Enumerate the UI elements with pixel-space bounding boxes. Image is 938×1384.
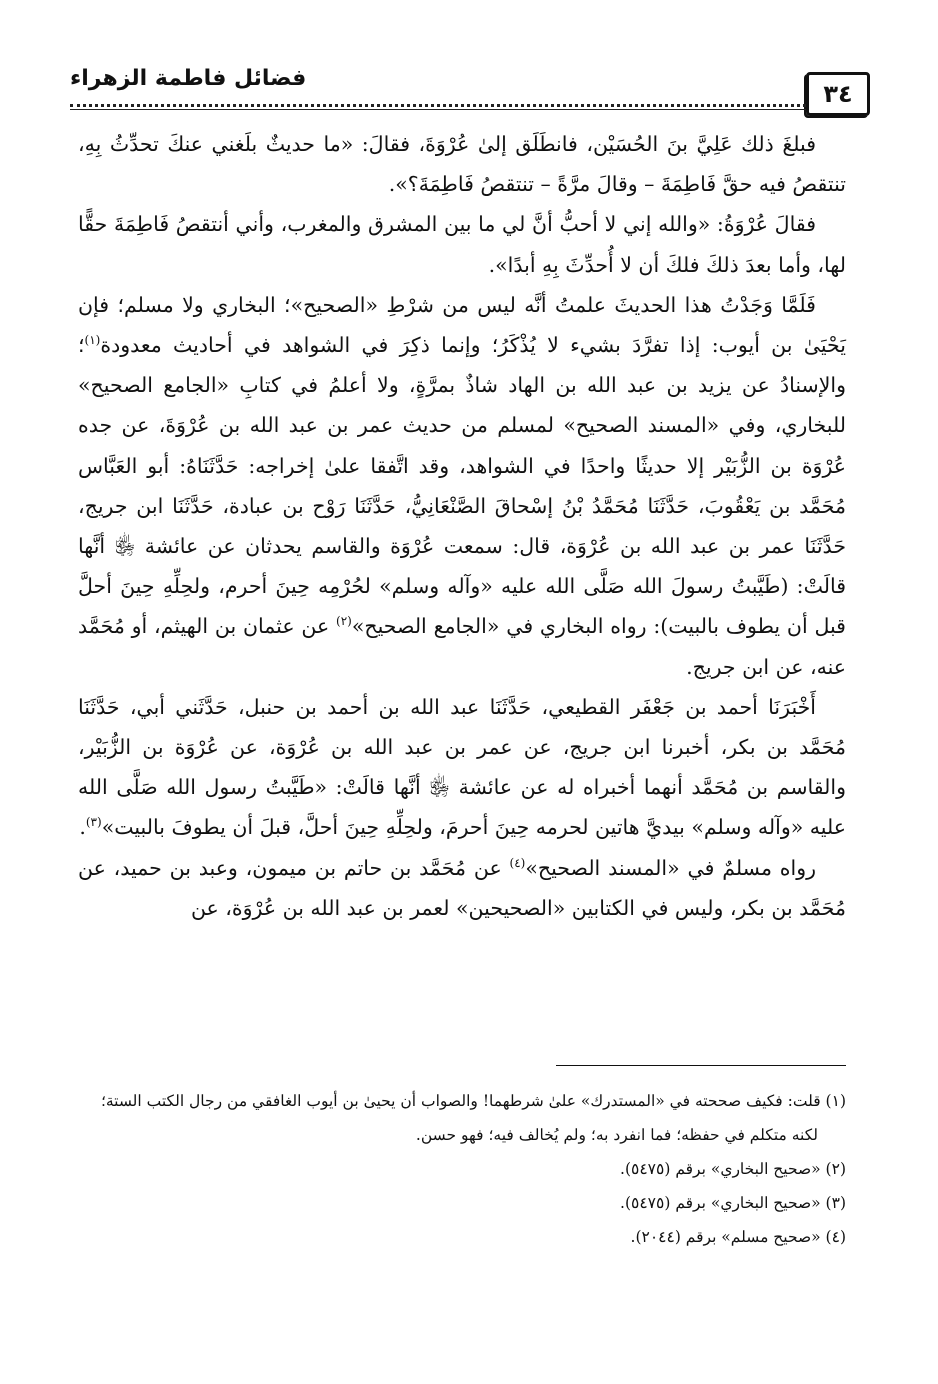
page-header <box>70 56 870 112</box>
book-title: فضائل فاطمة الزهراء <box>70 66 307 91</box>
footnotes <box>70 1084 846 1254</box>
header-dotted-rule <box>70 104 806 107</box>
paragraph-1: فبلغَ ذلك عَلِيَّ بنَ الحُسَيْن، فانطَلَق إلىٰ عُرْوَةَ، فقالَ: «ما حديثٌ بلَغني عنكَ تحدِّثُ بِهِ، تنتقصُ فيه حقَّ فَاطِمَةَ – وقالَ مرَّةً – تنتقصُ فَاطِمَةَ؟». <box>78 132 846 197</box>
paragraph-4 <box>78 687 846 848</box>
page-number-box <box>806 72 870 116</box>
footnote-ref-3: (٣) <box>85 815 102 830</box>
footnote-2: (٢) «صحيح البخاري» برقم (٥٤٧٥). <box>620 1160 846 1178</box>
paragraph-3-text-b: ؛ والإسنادُ عن يزيد بن عبد الله بن الهاد شاذٌ بمرَّةٍ، ولا أعلمُ في كتابِ «الجامع الصحيح» للبخاري، وفي «المسند الصحيح» لمسلم من حديث عمر بن عبد الله بن عُرْوَةَ، عن جده عُرْوَة بن الزُّبَيْر إلا حديثًا واحدًا في الشواهد، وقد اتَّفقا علىٰ إخراجه: حَدَّثَنَاهُ: أبو العَبَّاس مُحَمَّد بن يَعْقُوبَ، حَدَّثَنَا مُحَمَّدُ بْنُ إسْحاقَ الصَّنْعَانِيُّ، حَدَّثَنَا رَوْح بن عبادة، حَدَّثَنَا ابن جريج، حَدَّثَنَا عمر بن عبد الله بن عُرْوَة، قال: سمعت عُرْوَة والقاسم يحدثان عن عائشة ﵂ أنَّها قالَتْ: (طَيَّبتُ رسولَ الله صَلَّى الله عليه «وآله وسلم» لحُرْمِه حِينَ أحرم، ولحِلِّهِ حِينَ أحلَّ قبل أن يطوف بالبيت): رواه البخاري في «الجامع الصحيح» <box>78 333 846 639</box>
page-number: ٣٤ <box>823 80 853 108</box>
paragraph-4-text-b: . <box>79 815 86 840</box>
footnote-ref-2: (٢) <box>336 614 352 629</box>
paragraph-3 <box>78 285 846 687</box>
footnote-1-line-2: لكنه متكلم في حفظه؛ فما انفرد به؛ ولم يُخالف فيه؛ فهو حسن. <box>415 1126 818 1144</box>
footnote-ref-1: (١) <box>84 333 101 348</box>
footnote-1-line-1: (١) قلت: فكيف صححته في «المستدرك» علىٰ شرطهما! والصواب أن يحيىٰ بن أيوب الغافقي من رجال الكتب الستة؛ <box>100 1092 846 1110</box>
paragraph-5-text-b: عن مُحَمَّد بن حاتم بن ميمون، وعبد بن حميد، عن مُحَمَّد بن بكر، وليس في الكتابين «الصحيحين» لعمر بن عبد الله بن عُرْوَة، عن <box>78 855 846 920</box>
paragraph-5-text-a: رواه مسلمٌ في «المسند الصحيح» <box>525 855 816 880</box>
paragraph-3-text-c: عن عثمان بن الهيثم، أو مُحَمَّد عنه، عن ابن جريج. <box>78 614 846 679</box>
footnote-4: (٤) «صحيح مسلم» برقم (٢٠٤٤). <box>630 1228 846 1246</box>
header-rule <box>70 109 806 110</box>
paragraph-3-text-a: فَلَمَّا وَجَدْتُ هذا الحديثَ علمتُ أنَّه ليس من شرْطِ «الصحيح»؛ البخاري ولا مسلم؛ فإن يَحْيَىٰ بن أيوب: إذا تفرَّدَ بشيء لا يُذْكَرُ؛ وإنما ذكِرَ في الشواهد في أحاديث معدودة <box>78 292 846 358</box>
footnote-ref-4: (٤) <box>509 855 526 870</box>
footnote-3: (٣) «صحيح البخاري» برقم (٥٤٧٥). <box>620 1194 846 1212</box>
paragraph-2-text: فقالَ عُرْوَةُ: «والله إني لا أحبُّ أنَّ لي ما بين المشرق والمغرب، وأني أنتقصُ فَاطِمَةَ حقًّا لها، وأما بعدَ ذلكَ فلكَ أن لا أُحدِّثَ بِهِ أبدًا». <box>78 212 846 277</box>
footnote-separator <box>556 1065 846 1066</box>
paragraph-2 <box>78 204 846 284</box>
main-text <box>78 124 846 928</box>
paragraph-5 <box>78 848 846 928</box>
paragraph-4-text-a: أَخْبَرَنَا أحمد بن جَعْفَر القطيعي، حَدَّثَنَا عبد الله بن أحمد بن حنبل، حَدَّثَني أبي، حَدَّثَنَا مُحَمَّد بن بكر، أخبرنا ابن جريج، عن عمر بن عبد الله بن عُرْوَة، عن عُرْوَة بن الزُّبَيْر، والقاسم بن مُحَمَّد أنهما أخبراه له عن عائشة ﵂ أنَّها قالَتْ: «طَيَّبتُ رسول الله صَلَّى الله عليه «وآله وسلم» بيديَّ هاتين لحرمه حِينَ أحرمَ، ولحِلِّهِ حِينَ أحلَّ، قبلَ أن يطوفَ بالبيت» <box>78 694 846 840</box>
